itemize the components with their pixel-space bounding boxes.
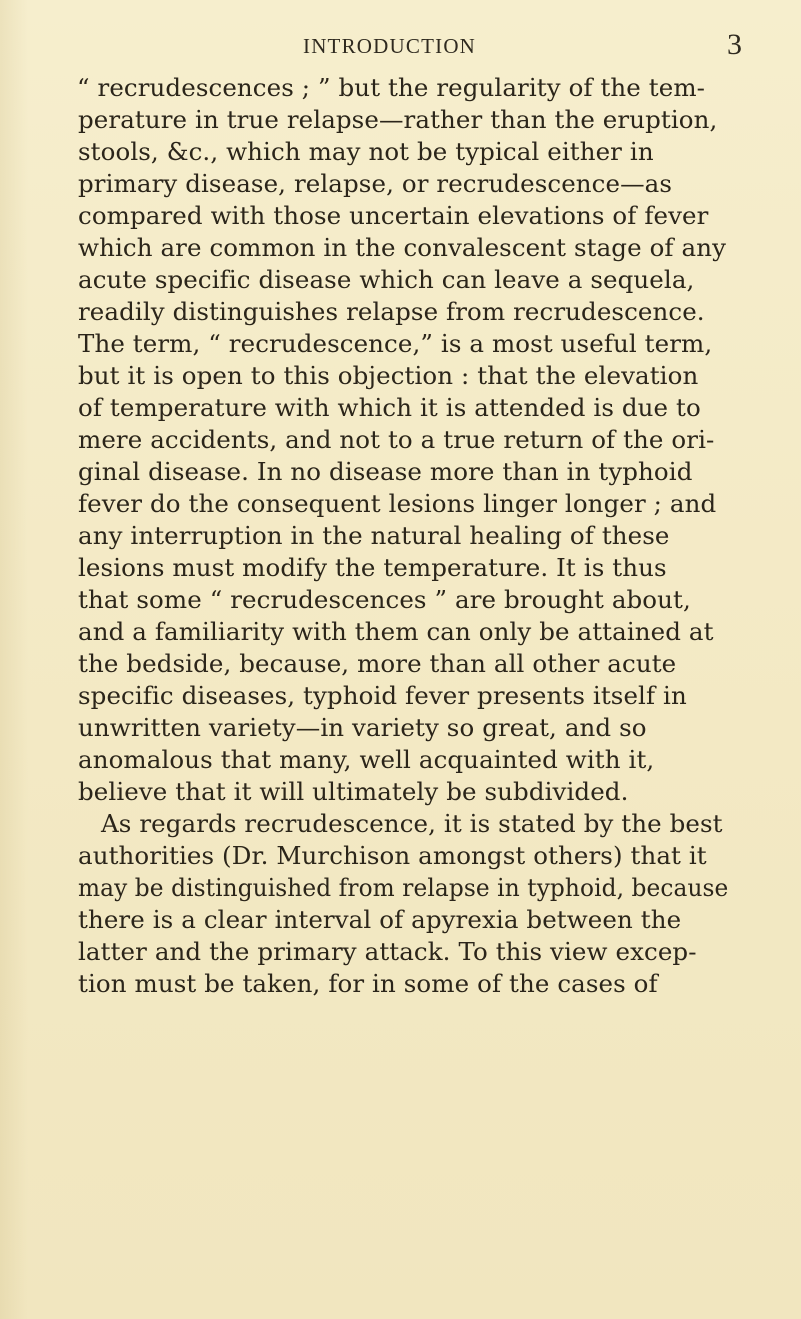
text-line: which are common in the convalescent stage of any bbox=[78, 233, 727, 262]
text-line: stools, &c., which may not be typical either in bbox=[78, 137, 654, 166]
text-line: of temperature with which it is attended is due to bbox=[78, 393, 701, 422]
text-line: and a familiarity with them can only be attained at bbox=[78, 617, 714, 646]
text-line: acute specific disease which can leave a sequela, bbox=[78, 265, 695, 294]
page-number: 3 bbox=[727, 28, 742, 61]
text-line: lesions must modify the temperature. It is thus bbox=[78, 553, 667, 582]
text-line: As regards recrudescence, it is stated by the best bbox=[101, 809, 723, 838]
text-line: may be distinguished from relapse in typhoid, because bbox=[78, 873, 729, 902]
text-line: believe that it will ultimately be subdivided. bbox=[78, 777, 629, 806]
text-line: authorities (Dr. Murchison amongst others) that it bbox=[78, 841, 707, 870]
text-line: fever do the consequent lesions linger longer ; and bbox=[78, 489, 717, 518]
text-line: any interruption in the natural healing of these bbox=[78, 521, 670, 550]
running-head bbox=[78, 28, 748, 62]
text-line: that some “ recrudescences ” are brought about, bbox=[78, 585, 691, 614]
header-title: INTRODUCTION bbox=[303, 34, 477, 58]
text-line: there is a clear interval of apyrexia between the bbox=[78, 905, 682, 934]
text-line: latter and the primary attack. To this view excep- bbox=[78, 937, 697, 966]
text-line: tion must be taken, for in some of the cases of bbox=[78, 969, 658, 998]
text-line: but it is open to this objection : that the elevation bbox=[78, 361, 699, 390]
body-text bbox=[0, 64, 801, 1304]
text-line: mere accidents, and not to a true return of the ori- bbox=[78, 425, 715, 454]
text-line: ginal disease. In no disease more than in typhoid bbox=[78, 457, 693, 486]
text-line: unwritten variety—in variety so great, and so bbox=[78, 713, 647, 742]
text-line: compared with those uncertain elevations of fever bbox=[78, 201, 709, 230]
text-line: readily distinguishes relapse from recrudescence. bbox=[78, 297, 705, 326]
text-line: “ recrudescences ; ” but the regularity of the tem- bbox=[77, 73, 706, 102]
text-line: The term, “ recrudescence,” is a most useful term, bbox=[78, 329, 713, 358]
text-line: perature in true relapse—rather than the eruption, bbox=[78, 105, 718, 134]
text-line: specific diseases, typhoid fever presents itself in bbox=[78, 681, 687, 710]
text-line: the bedside, because, more than all other acute bbox=[78, 649, 677, 678]
text-line: anomalous that many, well acquainted with it, bbox=[78, 745, 655, 774]
text-line: primary disease, relapse, or recrudescence—as bbox=[78, 169, 673, 198]
